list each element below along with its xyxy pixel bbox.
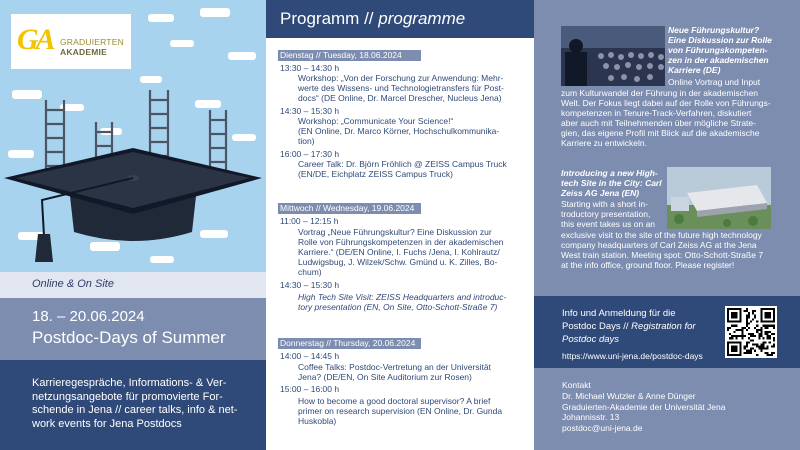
registration-line: Postdoc days (562, 334, 620, 345)
event-date-range: 18. – 20.06.2024 (32, 308, 145, 325)
format-label: Online & On Site (32, 278, 114, 290)
feature1-body-line: Karriere zu entwickeln. (561, 138, 647, 148)
session-time: 14:30 – 15:30 h (280, 106, 340, 116)
session-line: How to become a good doctoral supervisor? A brief (298, 396, 491, 406)
feature2-body-line: Starting with a short in- (561, 199, 648, 209)
zeiss-site-photo (667, 167, 771, 229)
ladder (210, 110, 226, 172)
logo-text-line2: AKADEMIE (60, 47, 107, 57)
feature1-body-line: Welt. Der Fokus liegt dabei auf der Rolle von Führungs- (561, 98, 771, 108)
session-line: Huskobla) (298, 416, 337, 426)
session-time: 15:00 – 16:00 h (280, 384, 340, 394)
contact-panel (534, 368, 800, 450)
contact-line: Johannisstr. 13 (562, 412, 620, 422)
feature1-title-line: zen in der akademischen (668, 55, 769, 65)
registration-text-de: Postdoc Days // (562, 321, 629, 332)
day-header-thursday: Donnerstag // Thursday, 20.06.2024 (278, 338, 421, 349)
programme-header (266, 0, 534, 38)
programme-title-de: Programm // (280, 9, 374, 28)
event-title-band (0, 298, 266, 360)
tassel (35, 234, 53, 262)
feature2-title-line: Introducing a new High- (561, 168, 658, 178)
registration-text-en: Registration for (631, 321, 696, 332)
feature2-body-line: this event takes us on an (561, 219, 656, 229)
registration-line: Info und Anmeldung für die (562, 308, 676, 319)
session-time: 14:30 – 15:30 h (280, 280, 340, 290)
feature2-title-line: tech Site in the City: Carl (561, 178, 662, 188)
format-band (0, 272, 266, 298)
feature2-title-line: Zeiss AG Jena (EN) (561, 188, 640, 198)
session-line: Rolle von Führungskompetenzen in der akademischen (298, 237, 504, 247)
feature1-title-line: Karriere (DE) (668, 65, 721, 75)
session-line: Ludwigsbug, J. Wilzek/Schw. Gmünd u. K. Zilles, Bo- (298, 257, 498, 267)
feature1-body-line: aber auch mit Teilnehmenden über mögliche Strate- (561, 118, 756, 128)
contact-heading: Kontakt (562, 380, 591, 390)
logo-text-line1: GRADUIERTEN (60, 37, 124, 47)
left-column (0, 0, 266, 450)
feature1-body-line: zum Kulturwandel der Führung in der akademischen (561, 88, 759, 98)
session-line: Karriere.“ (DE/EN Online, I. Fuchs /Jena, I. Kohlrautz/ (298, 247, 500, 257)
programme-title-en: programme (378, 9, 466, 28)
feature1-body-line: kompetenzen in Tenure-Track-Verfahren, diskutiert (561, 108, 752, 118)
event-name: Postdoc-Days of Summer (32, 328, 226, 347)
session-line: High Tech Site Visit: ZEISS Headquarters and introduc- (298, 292, 507, 302)
programme-column (266, 0, 534, 450)
event-description (32, 377, 258, 431)
session-line: Workshop: „Communicate Your Science!“ (298, 116, 454, 126)
conference-photo (561, 26, 665, 86)
contact-email[interactable]: postdoc@uni-jena.de (562, 422, 643, 433)
session-line: tion) (298, 136, 315, 146)
feature1-title-line: von Führungskompeten- (668, 45, 768, 55)
session-line: Coffee Talks: Postdoc-Vertretung an der Universität (298, 362, 491, 372)
features-panel (534, 0, 800, 296)
description-line: netzungsangebote für promovierte For- (32, 390, 223, 403)
feature1-title-line: Neue Führungskultur? (668, 25, 760, 35)
hero-illustration (0, 0, 266, 272)
session-time: 11:00 – 12:15 h (280, 216, 339, 226)
registration-line (562, 321, 696, 333)
feature1-title-line: Eine Diskussion zur Rolle (668, 35, 772, 45)
feature2-body-line: at the info office, ground floor. Please register! (561, 260, 735, 270)
session-line: Career Talk: Dr. Björn Fröhlich @ ZEISS Campus Truck (298, 159, 507, 169)
feature2-body-line: troductory presentation, (561, 209, 651, 219)
registration-url[interactable]: https://www.uni-jena.de/postdoc-days (562, 351, 703, 361)
session-line: docs“ (DE Online, Dr. Marcel Drescher, Nucleus Jena) (298, 93, 502, 103)
session-line: werte des Wissens- und Technologietransfers für Post- (298, 83, 504, 93)
session-line: chum) (298, 267, 322, 277)
contact-line: Dr. Michael Wutzler & Anne Dünger (562, 391, 696, 401)
session-line: tory presentation (EN, On Site, Otto-Schott-Straße 7) (298, 302, 498, 312)
feature2-body-line: exclusive visit to the site of the future high technology (561, 230, 762, 240)
description-line: Karrieregespräche, Informations- & Ver- (32, 377, 227, 389)
session-line: Workshop: „Von der Forschung zur Anwendung: Mehr- (298, 73, 504, 83)
feature2-body-line: West train station. Meeting spot: Otto-Schott-Straße 7 (561, 250, 764, 260)
programme-title (280, 9, 465, 29)
session-line: primer on research supervision (EN Online, Dr. Gunda (298, 406, 503, 416)
event-description-band (0, 360, 266, 450)
session-line: Jena? (DE/EN, On Site Auditorium zur Rosen) (298, 372, 472, 382)
session-line: (EN/DE, Eichplatz ZEISS Campus Truck) (298, 169, 453, 179)
description-line: schende in Jena // career talks, info & net- (32, 404, 238, 416)
description-line: work events for Jena Postdocs (32, 417, 182, 430)
contact-line: Graduierten-Akademie der Universität Jena (562, 401, 726, 412)
qr-code[interactable] (725, 306, 777, 358)
ladder (46, 100, 64, 176)
registration-panel (534, 296, 800, 368)
session-time: 16:00 – 17:30 h (280, 149, 340, 159)
graduierten-akademie-logo (11, 14, 131, 69)
day-header-wednesday: Mittwoch // Wednesday, 19.06.2024 (278, 203, 421, 214)
feature1-body-line: gien, das eigene Profil mit Blick auf die akademische (561, 128, 760, 138)
right-column (534, 0, 800, 450)
session-line: (EN Online, Dr. Marco Körner, Hochschulkommunika- (298, 126, 500, 136)
logo-mark: GA (17, 23, 53, 56)
feature2-body-line: company headquarters of Carl Zeiss AG at the Jena (561, 240, 757, 250)
session-line: Vortrag „Neue Führungskultur? Eine Diskussion zur (298, 227, 492, 237)
session-time: 14:00 – 14:45 h (280, 351, 340, 361)
feature1-body-line: Online Vortrag und Input (668, 77, 761, 87)
day-header-tuesday: Dienstag // Tuesday, 18.06.2024 (278, 50, 421, 61)
session-time: 13:30 – 14:30 h (280, 63, 340, 73)
